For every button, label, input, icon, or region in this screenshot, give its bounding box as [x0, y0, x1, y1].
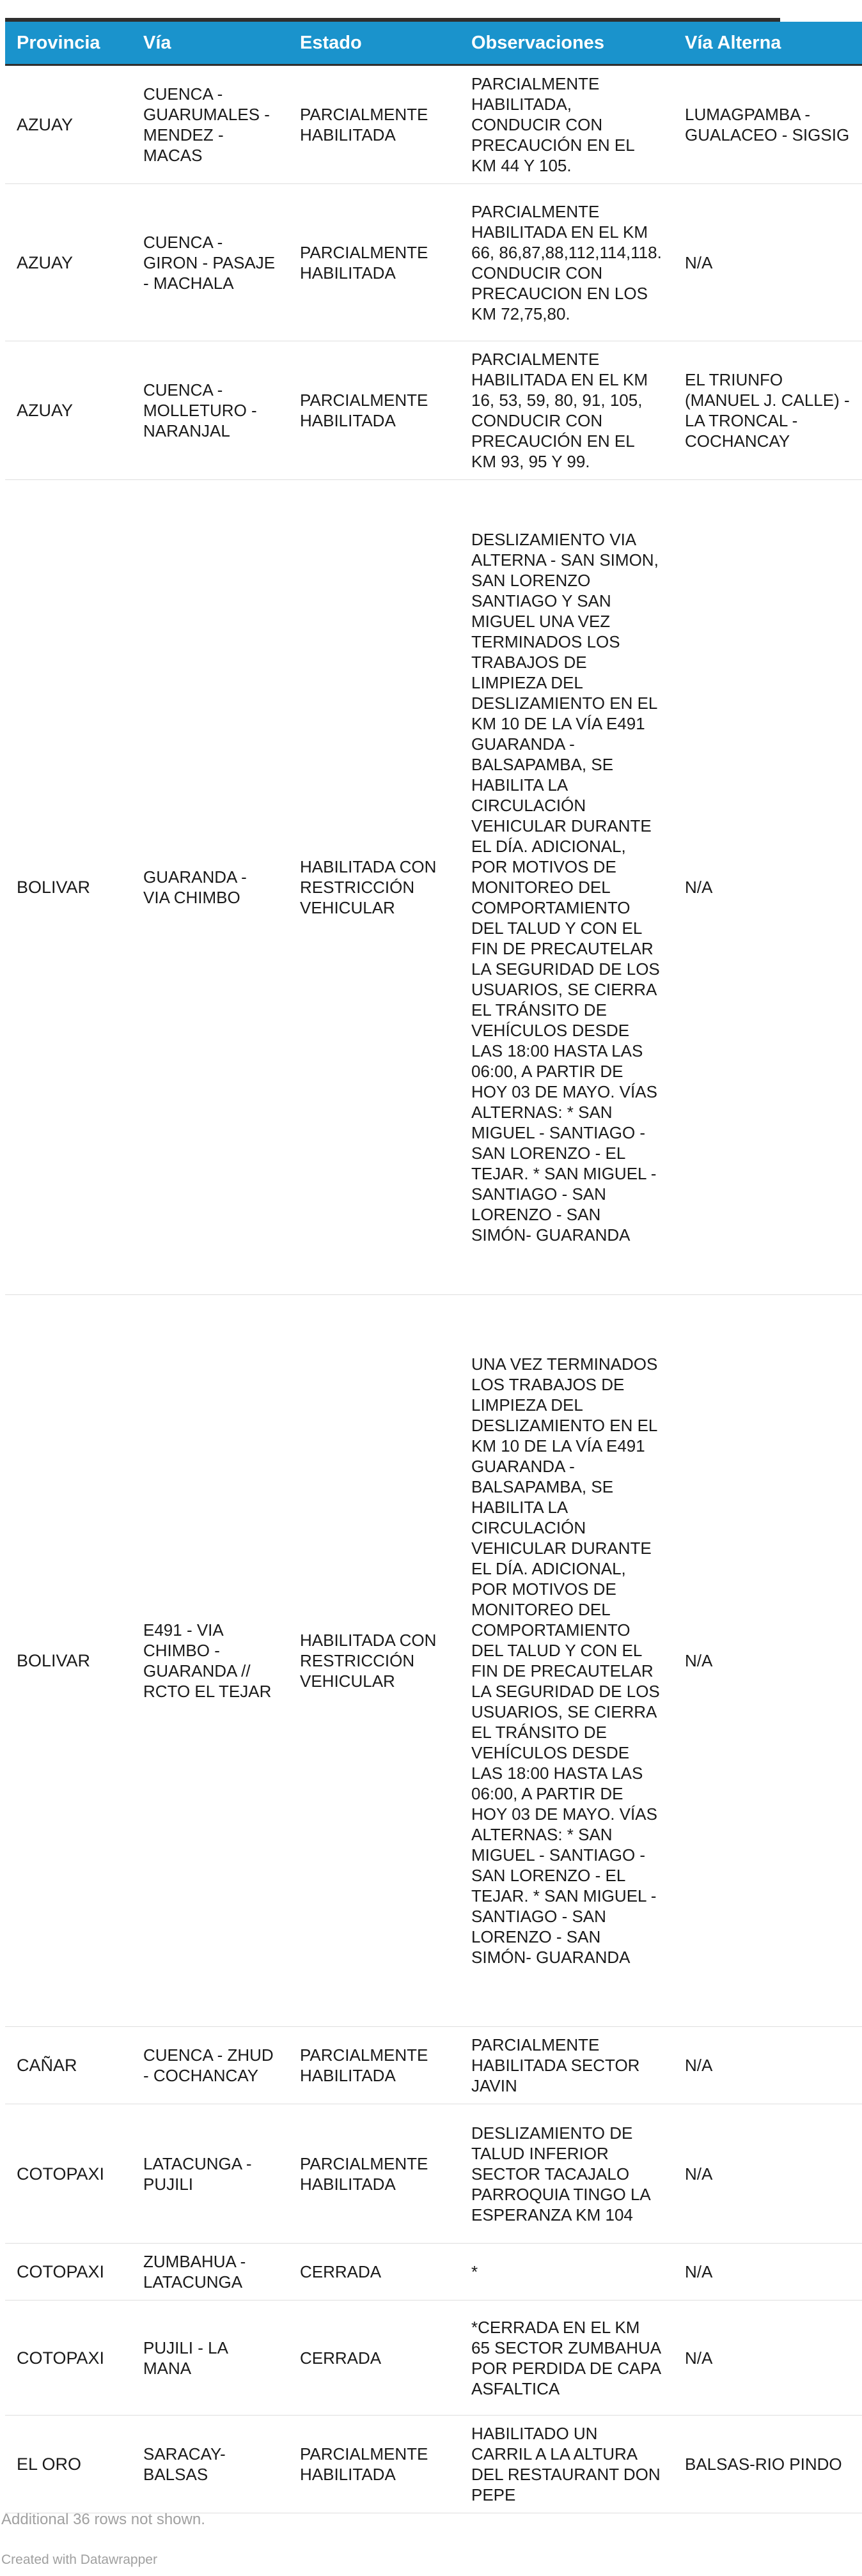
cell-estado: CERRADA [288, 2244, 460, 2301]
cell-provincia: CAÑAR [5, 2027, 132, 2104]
cell-via-alterna: N/A [673, 184, 862, 341]
cell-via: CUENCA - ZHUD - COCHANCAY [132, 2027, 288, 2104]
data-table [5, 22, 862, 2513]
cell-provincia: AZUAY [5, 65, 132, 184]
cell-provincia: COTOPAXI [5, 2301, 132, 2416]
cell-observaciones: HABILITADO UN CARRIL A LA ALTURA DEL RESTAURANT DON PEPE [460, 2416, 673, 2513]
cell-via-alterna: N/A [673, 480, 862, 1295]
cell-via: SARACAY- BALSAS [132, 2416, 288, 2513]
table-row [5, 2027, 862, 2104]
cell-observaciones: DESLIZAMIENTO DE TALUD INFERIOR SECTOR TACAJALO PARROQUIA TINGO LA ESPERANZA KM 104 [460, 2104, 673, 2244]
cell-via-alterna: N/A [673, 2027, 862, 2104]
table-container [5, 0, 850, 2576]
header-via[interactable]: Vía [132, 22, 288, 65]
cell-provincia: BOLIVAR [5, 480, 132, 1295]
header-row [5, 22, 862, 65]
cell-via-alterna: LUMAGPAMBA - GUALACEO - SIGSIG [673, 65, 862, 184]
cell-observaciones: UNA VEZ TERMINADOS LOS TRABAJOS DE LIMPIEZA DEL DESLIZAMIENTO EN EL KM 10 DE LA VÍA E491 GUARANDA - BALSAPAMBA, SE HABILITA LA CIRCULACIÓN VEHICULAR DURANTE EL DÍA. ADICIONAL, POR MOTIVOS DE MONITOREO DEL COMPORTAMIENTO DEL TALUD Y CON EL FIN DE PRECAUTELAR LA SEGURIDAD DE LOS USUARIOS, SE CIERRA EL TRÁNSITO DE VEHÍCULOS DESDE LAS 18:00 HASTA LAS 06:00, A PARTIR DE HOY 03 DE MAYO. VÍAS ALTERNAS: * SAN MIGUEL - SANTIAGO - SAN LORENZO - EL TEJAR. * SAN MIGUEL - SANTIAGO - SAN LORENZO - SAN SIMÓN- GUARANDA [460, 1295, 673, 2027]
cell-via-alterna: N/A [673, 2104, 862, 2244]
table-row [5, 65, 862, 184]
datawrapper-credit[interactable]: Created with Datawrapper [1, 2552, 157, 2567]
cell-observaciones: PARCIALMENTE HABILITADA, CONDUCIR CON PRECAUCIÓN EN EL KM 44 Y 105. [460, 65, 673, 184]
cell-via: E491 - VIA CHIMBO - GUARANDA // RCTO EL TEJAR [132, 1295, 288, 2027]
table-row [5, 1295, 862, 2027]
header-via-alterna[interactable]: Vía Alterna [673, 22, 862, 65]
cell-via: LATACUNGA - PUJILI [132, 2104, 288, 2244]
header-provincia[interactable]: Provincia [5, 22, 132, 65]
cell-estado: PARCIALMENTE HABILITADA [288, 65, 460, 184]
table-row [5, 480, 862, 1295]
cell-via: GUARANDA - VIA CHIMBO [132, 480, 288, 1295]
cell-provincia: AZUAY [5, 341, 132, 480]
cell-observaciones: *CERRADA EN EL KM 65 SECTOR ZUMBAHUA POR PERDIDA DE CAPA ASFALTICA [460, 2301, 673, 2416]
cell-estado: PARCIALMENTE HABILITADA [288, 2416, 460, 2513]
cell-via: ZUMBAHUA - LATACUNGA [132, 2244, 288, 2301]
cell-estado: HABILITADA CON RESTRICCIÓN VEHICULAR [288, 480, 460, 1295]
table-row [5, 2301, 862, 2416]
cell-observaciones: PARCIALMENTE HABILITADA EN EL KM 66, 86,87,88,112,114,118. CONDUCIR CON PRECAUCION EN LOS KM 72,75,80. [460, 184, 673, 341]
table-row [5, 2416, 862, 2513]
table-row [5, 2104, 862, 2244]
cell-provincia: BOLIVAR [5, 1295, 132, 2027]
cell-provincia: EL ORO [5, 2416, 132, 2513]
cell-via-alterna: EL TRIUNFO (MANUEL J. CALLE) - LA TRONCAL - COCHANCAY [673, 341, 862, 480]
cell-estado: PARCIALMENTE HABILITADA [288, 341, 460, 480]
cell-estado: PARCIALMENTE HABILITADA [288, 184, 460, 341]
cell-provincia: COTOPAXI [5, 2244, 132, 2301]
cell-observaciones: PARCIALMENTE HABILITADA EN EL KM 16, 53, 59, 80, 91, 105, CONDUCIR CON PRECAUCIÓN EN EL KM 93, 95 Y 99. [460, 341, 673, 480]
cell-via-alterna: N/A [673, 2301, 862, 2416]
header-estado[interactable]: Estado [288, 22, 460, 65]
cell-observaciones: PARCIALMENTE HABILITADA SECTOR JAVIN [460, 2027, 673, 2104]
table-row [5, 2244, 862, 2301]
cell-via: PUJILI - LA MANA [132, 2301, 288, 2416]
rows-not-shown-note: Additional 36 rows not shown. [1, 2511, 205, 2528]
cell-via: CUENCA - GIRON - PASAJE - MACHALA [132, 184, 288, 341]
cell-estado: PARCIALMENTE HABILITADA [288, 2104, 460, 2244]
cell-observaciones: DESLIZAMIENTO VIA ALTERNA - SAN SIMON, SAN LORENZO SANTIAGO Y SAN MIGUEL UNA VEZ TERMINADOS LOS TRABAJOS DE LIMPIEZA DEL DESLIZAMIENTO EN EL KM 10 DE LA VÍA E491 GUARANDA - BALSAPAMBA, SE HABILITA LA CIRCULACIÓN VEHICULAR DURANTE EL DÍA. ADICIONAL, POR MOTIVOS DE MONITOREO DEL COMPORTAMIENTO DEL TALUD Y CON EL FIN DE PRECAUTELAR LA SEGURIDAD DE LOS USUARIOS, SE CIERRA EL TRÁNSITO DE VEHÍCULOS DESDE LAS 18:00 HASTA LAS 06:00, A PARTIR DE HOY 03 DE MAYO. VÍAS ALTERNAS: * SAN MIGUEL - SANTIAGO - SAN LORENZO - EL TEJAR. * SAN MIGUEL - SANTIAGO - SAN LORENZO - SAN SIMÓN- GUARANDA [460, 480, 673, 1295]
cell-via: CUENCA - MOLLETURO - NARANJAL [132, 341, 288, 480]
cell-estado: PARCIALMENTE HABILITADA [288, 2027, 460, 2104]
cell-via: CUENCA - GUARUMALES - MENDEZ - MACAS [132, 65, 288, 184]
cell-via-alterna: N/A [673, 1295, 862, 2027]
header-observaciones[interactable]: Observaciones [460, 22, 673, 65]
table-row [5, 184, 862, 341]
cell-estado: HABILITADA CON RESTRICCIÓN VEHICULAR [288, 1295, 460, 2027]
cell-provincia: COTOPAXI [5, 2104, 132, 2244]
cell-provincia: AZUAY [5, 184, 132, 341]
cell-via-alterna: N/A [673, 2244, 862, 2301]
cell-observaciones: * [460, 2244, 673, 2301]
cell-estado: CERRADA [288, 2301, 460, 2416]
cell-via-alterna: BALSAS-RIO PINDO [673, 2416, 862, 2513]
table-row [5, 341, 862, 480]
